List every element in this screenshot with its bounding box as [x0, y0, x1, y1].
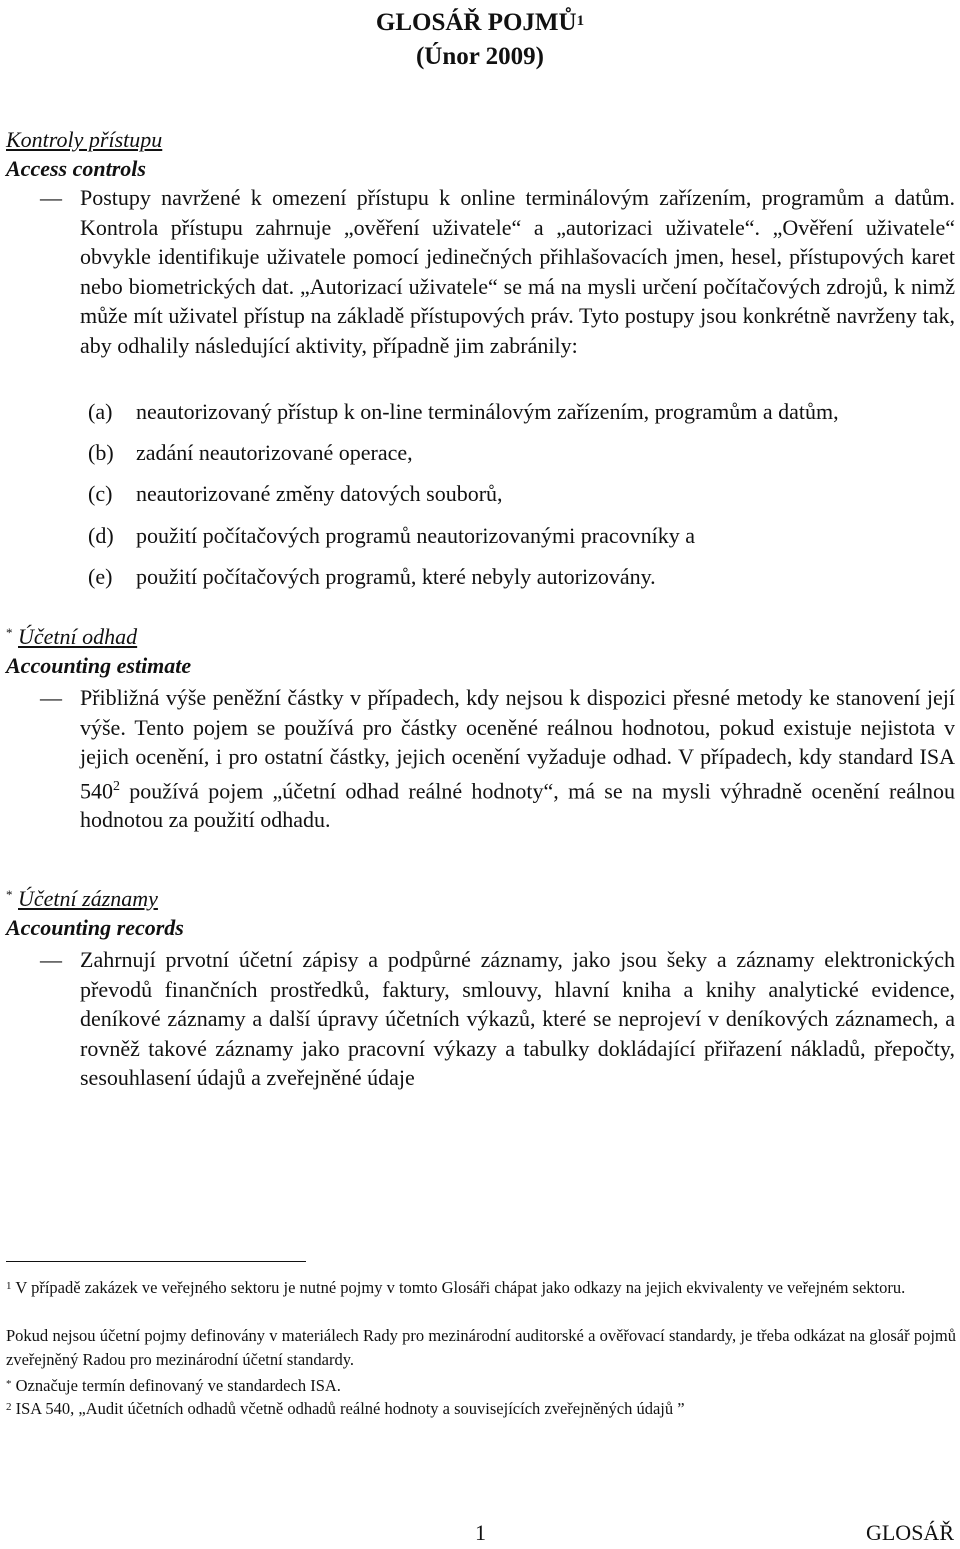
definition-text: Postupy navržené k omezení přístupu k online terminálovým zařízením, programům a datům. Kontrola přístupu zahrnuje „ověření uživatele“ a „autorizaci uživatele“. „Ověření uživatele“ obvykle identifikuje uživatele pomocí jedinečných přihlašovacích jmen, hesel, přístupových karet nebo biometrických dat. „Autorizací uživatele“ se má na mysli určení počítačových zdrojů, k nimž může mít uživatel přístup na základě přístupových práv. Tyto postupy jsou konkrétně navrženy tak, aby odhalily následující aktivity, případně jim zabránily: [80, 185, 955, 358]
footer-label: GLOSÁŘ [865, 1520, 954, 1545]
definition-dash: — [40, 685, 62, 710]
term-czech: Účetní odhad [18, 624, 138, 649]
definition-dash: — [40, 947, 62, 972]
footnote-star: * Označuje termín definovaný ve standardech ISA. [6, 1376, 341, 1395]
list-item: (c) neautorizované změny datových souborů, [88, 481, 503, 506]
footnote-2: $^2$ ISA 540, „Audit účetních odhadů včetně odhadů reálné hodnoty a souvisejících zveřejněných údajů ” [6, 1399, 685, 1418]
entry-access-controls-heading [6, 125, 162, 183]
defined-term-star: * [6, 625, 13, 640]
entry-accounting-records-heading [6, 884, 184, 942]
term-czech: Účetní záznamy [18, 886, 158, 911]
list-item: (e) použití počítačových programů, které nebyly autorizovány. [88, 564, 656, 589]
term-english: Accounting estimate [6, 653, 192, 678]
list-item: (b) zadání neautorizované operace, [88, 440, 413, 465]
title-footnote-ref: 1 [576, 13, 585, 29]
list-item: (a) neautorizovaný přístup k on-line terminálovým zařízením, programům a datům, [88, 399, 839, 424]
definition-text-cont: používá pojem „účetní odhad reálné hodnoty“, má se na mysli výhradně ocenění reálnou hodnotou za použití odhadu. [80, 777, 955, 833]
footnote-1-cont: Pokud nejsou účetní pojmy definovány v materiálech Rady pro mezinárodní auditorské a ověřovací standardy, je třeba odkázat na glosář pojmů zveřejněný Radou pro mezinárodní účetní standardy. [6, 1326, 956, 1369]
entry-accounting-records-definition [40, 945, 955, 1093]
title-date: (Únor 2009) [415, 43, 544, 70]
term-english: Access controls [6, 156, 146, 181]
document-title [0, 6, 960, 74]
definition-dash: — [40, 185, 62, 210]
entry-accounting-estimate-definition [40, 683, 955, 835]
term-english: Accounting records [6, 915, 184, 940]
footnote-1: $^1$ V případě zakázek ve veřejného sektoru je nutné pojmy v tomto Glosáři chápat jako odkazy na jejich ekvivalenty ve veřejném sektoru. [6, 1278, 906, 1297]
page-number: 1 [475, 1520, 486, 1545]
list-item: (d) použití počítačových programů neautorizovanými pracovníky a [88, 523, 695, 548]
term-czech: Kontroly přístupu [6, 127, 163, 152]
footnote-separator [6, 1261, 306, 1262]
definition-text: Přibližná výše peněžní částky v případech, kdy nejsou k dispozici přesné metody ke stanovení její výše. Tento pojem se používá pro částky oceněné reálnou hodnotou, pokud existuje nejistota v jejich ocenění, i pro ostatní částky, jejich ocenění vyžaduje odhad. V případech, kdy standard ISA 540 [80, 685, 955, 803]
entry-accounting-estimate-heading [6, 622, 191, 680]
entry-access-controls-definition [40, 183, 955, 360]
definition-text: Zahrnují prvotní účetní zápisy a podpůrné záznamy, jako jsou šeky a záznamy elektronických převodů finančních prostředků, faktury, smlouvy, hlavní kniha a knihy analytické evidence, deníkové záznamy a další úpravy účetních výkazů, které se neprojeví v deníkových záznamech, a rovněž takové záznamy jako pracovní výkazy a tabulky dokládající přiřazení nákladů, přepočty, sesouhlasení údajů a zveřejněné údaje [80, 947, 955, 1090]
title-line1: GLOSÁŘ POJMŮ [375, 9, 577, 36]
footnote-ref: 2 [113, 778, 120, 794]
defined-term-star: * [6, 887, 13, 902]
